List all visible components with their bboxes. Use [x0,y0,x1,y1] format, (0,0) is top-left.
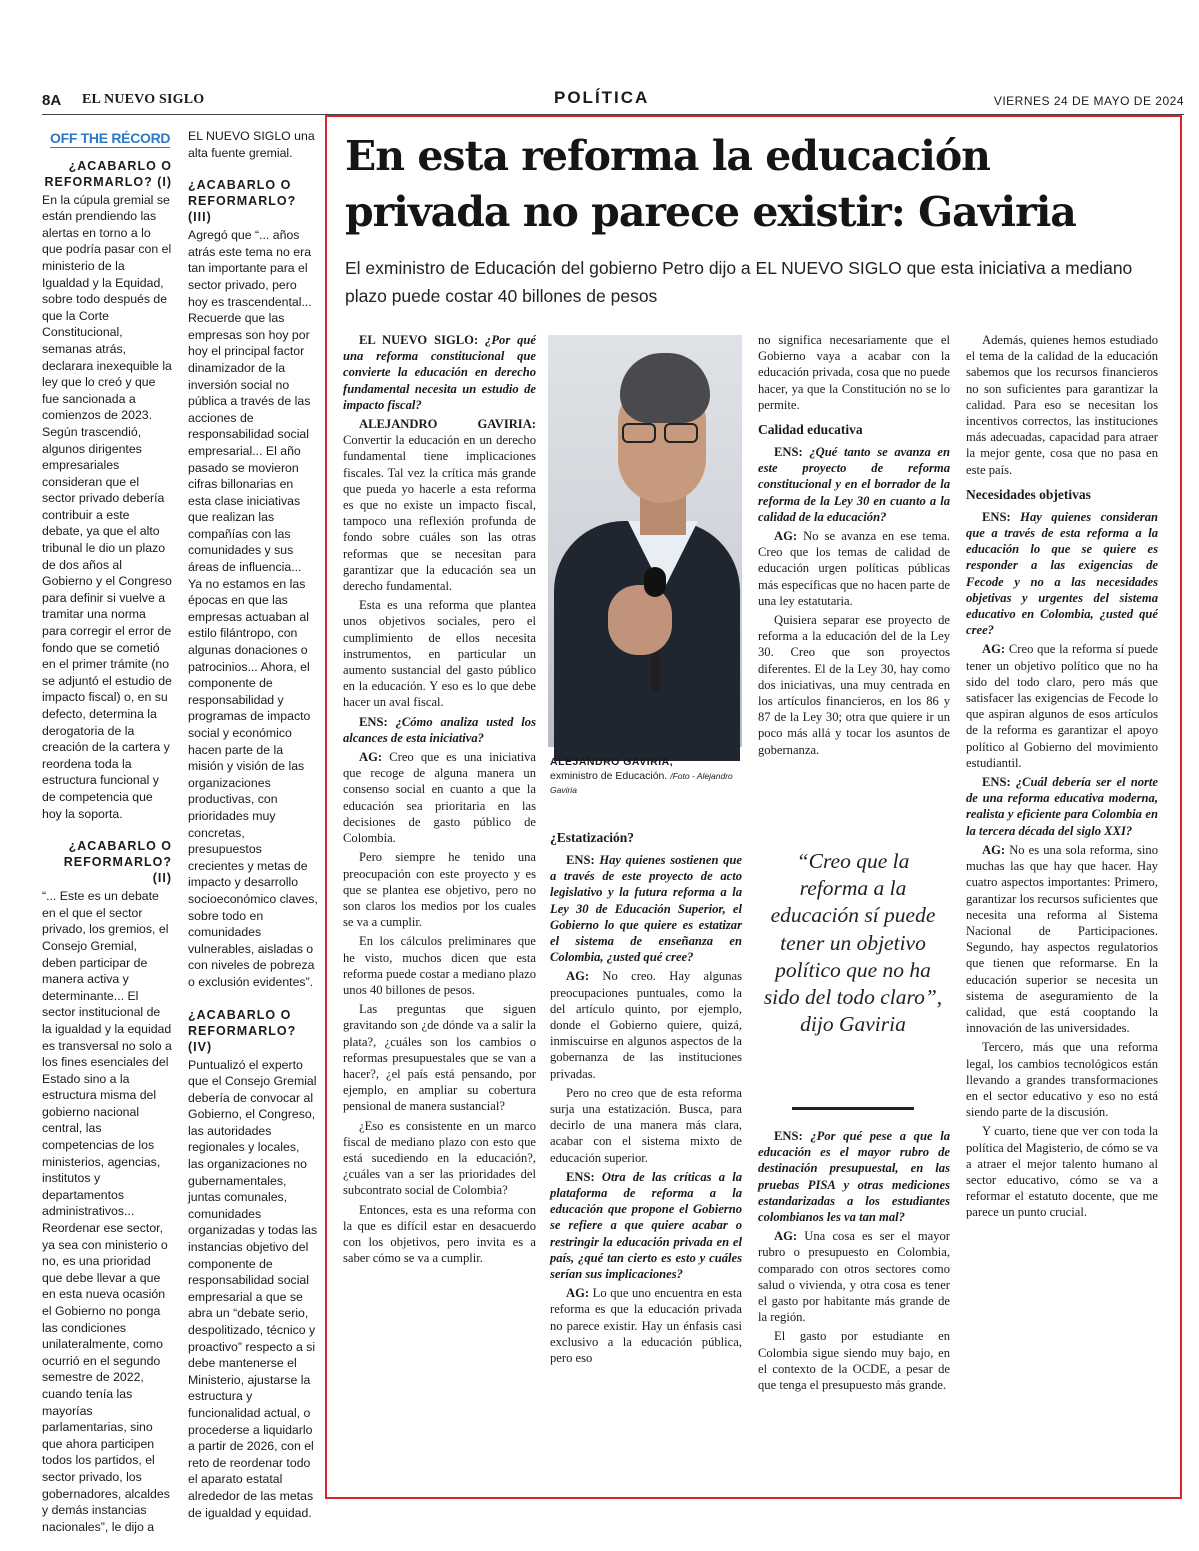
speaker-label: AG: [982,842,1010,857]
question-text: ¿Por qué una reforma constitucional que convierte la educación en derecho fundamental necesita un estudio de impacto fiscal? [343,333,536,412]
photo-hair [620,353,710,423]
portrait-photo [548,335,742,747]
interview-question [966,774,1158,839]
headline: En esta reforma la educación privada no parece existir: Gaviria [345,132,1076,236]
speaker-label: AG: [566,1286,593,1301]
paragraph: Tercero, más que una reforma legal, los cambios tecnológicos están llevando a grandes transformaciones en el sector educativo y eso no está siendo parte de la discusión. [966,1040,1158,1120]
answer-text: No se avanza en ese tema. Creo que los temas de calidad de educación urgen políticas públicas más específicas que no hacen parte de una ley estatutaria. [758,529,951,608]
speaker-label: AG: [982,642,1009,657]
paragraph: Las preguntas que siguen gravitando son ¿de dónde va a salir la plata?, ¿cuáles son los cambios o reformas presupuestales que se van a hacer?, ¿el país está pensando, por ejemplo, en ampliar su cobertura pensional de manera sustancial? [343,1002,536,1114]
page-number: 8A [42,92,62,109]
caption-credit: /Foto - Alejandro Gaviria [550,771,733,795]
interview-answer [550,968,742,1081]
otr-paragraph: Agregó que “... años atrás este tema no era tan importante para el sector privado, pero hoy es trascendental... Recuerde que las empresas son hoy por hoy el principal factor dinamizador de la inversión social no pública a través de las acciones de responsabilidad social empresarial... El año pasado se movieron cifras billonarias en esta clase iniciativas que realizan las compañías con las comunidades y sus áreas de influencia... Ya no estamos en las épocas en que las empresas actuaban al estilo filántropo, con algunas donaciones o patrocinios... Ahora, el componente de responsabilidad y programas de impacto social y económico hacen parte de la misión y visión de las organizaciones productivas, con prioridades muy concretas, presupuestos crecientes y metas de impacto y desarrollo socioeconómico claves, sobre todo en comunidades vulnerables, aisladas o con niveles de pobreza o exclusión evidentes”. [188,228,318,989]
paragraph: Además, quienes hemos estudiado el tema de la calidad de la educación sabemos que los recursos financieros no son suficientes para garantizar la calidad. Para eso se necesitan los incentivos correctos, las instituciones más adecuadas, capacidad para atraer la mejor gente, cosa que no pasa en este país. [966,333,1158,477]
speaker-label: ENS: [359,714,396,729]
subheading: Necesidades objetivas [966,486,1091,502]
answer-text: Una cosa es ser el mayor rubro o presupuesto en Colombia, comparado con otros sectores como salud o vivienda, y otra cosa es tener el gasto por habitante más grande de la región. [758,1229,951,1325]
question-text: ¿Qué tanto se avanza en este proyecto de reforma constitucional y en el borrador de la reforma de la Ley 30 en cuanto a la calidad de la educación? [758,445,950,524]
question-text: ¿Cuál debería ser el norte de una reforma educativa moderna, realista y eficiente para Colombia en la tercera década del siglo XXI? [966,775,1158,838]
question-text: ¿Cómo analiza usted los alcances de esta iniciativa? [343,714,536,745]
speaker-label: ENS: [774,445,810,460]
speaker-label: EL NUEVO SIGLO: [359,333,486,347]
off-the-record-column-2 [188,128,318,1520]
answer-text: Lo que uno encuentra en esta reforma es que la educación privada no parece existir. Hay un énfasis casi exclusivo a la educación pública, pero eso [550,1286,743,1366]
interview-question [343,332,536,413]
otr-paragraph: EL NUEVO SIGLO una alta fuente gremial. [188,129,315,160]
paragraph: El gasto por estudiante en Colombia sigue siendo muy bajo, en el contexto de la OCDE, a pesar de que tenga el presupuesto más grande. [758,1329,950,1393]
question-text: Hay quienes sostienen que a través de este proyecto de acto legislativo y la futura reforma a la Ley 30 de Educación Superior, el Gobierno lo que quiere es estatizar el sistema de enseñanza en Colombia, ¿usted qué cree? [550,853,743,965]
speaker-label: ENS: [566,853,600,867]
interview-answer [966,641,1158,771]
article-column-1 [343,332,536,1472]
article-column-4 [966,332,1158,1472]
otr-gap [188,163,318,177]
caption-role: exministro de Educación. [550,770,668,782]
paper-name: EL NUEVO SIGLO [82,92,205,107]
pull-quote: “Creo que la reforma a la educación sí puede tener un objetivo político que no ha sido del todo claro”, dijo Gaviria [763,849,943,1037]
deck: El exministro de Educación del gobierno Petro dijo a EL NUEVO SIGLO que esta iniciativa a mediano plazo puede costar 40 billones de pesos [345,258,1133,306]
article-column-3-top [758,332,950,832]
interview-answer [343,749,536,846]
interview-answer [758,1228,950,1325]
interview-question [550,1169,742,1282]
pull-quote-rule [792,1107,914,1110]
interview-answer [550,1285,742,1366]
off-the-record-tag: OFF THE RÉCORD [50,130,171,146]
answer-text: Creo que es una iniciativa que recoge de alguna manera un consenso social en cuanto a que la educación sea prioritaria en las decisiones de gasto público de Colombia. [343,750,536,846]
interview-question [343,714,536,746]
paragraph: Esta es una reforma que plantea unos objetivos sociales, pero el cumplimiento de ellos necesita instrumentos, en particular un aumento sustancial del gasto público en la educación. Y eso es lo que debe hacer un aval fiscal. [343,598,536,710]
article-column-3-bottom [758,1128,950,1473]
speaker-label: AG: [566,969,603,984]
question-text: Otra de las críticas a la plataforma de reforma a la educación que propone el Gobierno se refiere a que quiere acabar o restringir la educación privada en el país, ¿qué tan cierto es esto y cuáles serían sus implicaciones? [550,1169,742,1282]
speaker-label: AG: [774,529,804,544]
paragraph: Pero siempre he tenido una preocupación con este proyecto y es que se plantea ese objetivo, pero no son claros los medios por los cuales se va a cumplir. [343,850,536,930]
off-the-record-column-1 [42,130,172,1534]
otr-paragraph: Puntualizó el experto que el Consejo Gremial debería de convocar al Gobierno, el Congreso, las autoridades regionales y locales, las organizaciones no gubernamentales, juntas comunales, comunidades organizadas y todas las instancias objetivo del componente de responsabilidad social empresarial a que se abra un “debate serio, despolitizado, técnico y proactivo” respecto a si debe mantenerse el Ministerio, ajustarse la estructura y funcionalidad actual, o procederse a liquidarlo a partir de 2026, con el reto de reordenar todo el aparato estatal alrededor de las metas de igualdad y equidad. [188,1057,318,1520]
paragraph: no significa necesariamente que el Gobierno vaya a acabar con la educación privada, cosa que no puede hacer, ya que la Constitución no se lo permite. [758,333,950,412]
interview-answer [343,416,536,594]
paragraph: Pero no creo que de esta reforma surja una estatización. Busca, para decirlo de una manera más clara, acabar con el sistema mixto de educación superior. [550,1085,742,1165]
otr-heading: ¿ACABARLO O REFORMARLO? (II) [63,839,172,886]
interview-answer [758,528,950,609]
otr-col1-body [42,158,172,1536]
otr-paragraph: En la cúpula gremial se están prendiendo las alertas en torno a lo que podría pasar con el ministerio de la Igualdad y la Equidad, sobre todo después de que la Corte Constitucional, semanas atrás, declarara inexequible la ley que lo creó y que fue sancionada a comienzos de 2023. Según trascendió, algunos dirigentes empresariales consideran que el sector privado debería contribuir a este debate, ya que el alto tribunal le dio un plazo de dos años al Gobierno y el Congreso para definir si vuelve a tramitar una norma para corregir el error de fondo que se cometió en el primer trámite (no se adjuntó el estudio de impacto fiscal) o, en su defecto, determina la derogatoria de la creación de la cartera y reordena toda la estructura funcional y de competencia que hoy la soporta. [42,192,172,821]
paragraph: En los cálculos preliminares que he visto, muchos dicen que esta reforma puede costar a mediano plazo unos 40 billones de pesos. [343,934,536,997]
interview-question [758,1128,950,1225]
answer-text: Convertir la educación en un derecho fundamental tiene implicaciones fiscales. Tal vez la crítica más grande que pueda yo hacerle a esta reforma es que no existe un impacto fiscal, tampoco una reflexión profunda de fondo sobre cuáles son las otras reformas que se necesitan para garantizar que la educación sea un derecho fundamental. [343,433,536,594]
photo-hand [608,585,672,655]
issue-date: VIERNES 24 DE MAYO DE 2024 [993,94,1184,108]
otr-heading: ¿ACABARLO O REFORMARLO? (I) [44,158,172,189]
paragraph: ¿Eso es consistente en un marco fiscal de mediano plazo con esto que está sucediendo en la educación?, ¿cuáles van a ser las prioridades del subcontrato social de Colombia? [343,1118,536,1198]
photo-caption [550,755,745,797]
speaker-label: ENS: [774,1129,811,1143]
interview-question [550,852,742,965]
masthead [42,88,1184,114]
speaker-label: ALEJANDRO GAVIRIA: [359,417,536,432]
paragraph: Quisiera separar ese proyecto de reforma a la educación del de la Ley 30. Creo que son proyectos diferentes. El de la Ley 30, hay como dos iniciativas, una muy centrada en los artículos financieros, en los 86 y 87 de la Ley 30; otra que quiere ir un poco más allá y tocar los asuntos de gobernanza. [758,613,950,757]
otr-heading: ¿ACABARLO O REFORMARLO? (III) [188,178,297,225]
speaker-label: ENS: [566,1169,602,1184]
photo-glasses [622,423,702,443]
answer-text: No es una sola reforma, sino muchas las que hay que hacer. Hay cuatro aspectos importantes: Primero, garantizar los recursos suficientes que necesita una reforma al Sistema Nacional de Participaciones. Segundo, hay aspectos regulatorios que tienen que reformarse. En la educación superior se necesita un sistema de aseguramiento de la calidad, que está cooptando la innovación de las universidades. [966,842,1159,1036]
interview-question [966,509,1158,639]
speaker-label: ENS: [982,509,1021,524]
otr-gap [188,993,318,1007]
question-text: Hay quienes consideran que a través de esta reforma a la educación lo que se quiere es responder a las exigencias de Fecode y no a las necesidades objetivas y urgentes del sistema educativo en Colombia, ¿usted qué cree? [966,509,1159,638]
subheading: ¿Estatización? [550,830,634,845]
caption-name: ALEJANDRO GAVIRIA, [550,756,674,768]
otr-heading: ¿ACABARLO O REFORMARLO? (IV) [188,1007,297,1054]
paragraph: Y cuarto, tiene que ver con toda la política del Magisterio, de cómo se va a atraer el mejor talento humano al sector educativo, cómo se va a reformar el estatuto docente, que me parece un punto crucial. [966,1124,1158,1220]
paragraph: Entonces, esta es una reforma con la que es difícil estar en desacuerdo con los objetivos, pero invita es a saber cómo se va a cumplir. [343,1202,536,1266]
microphone-icon [644,567,666,597]
interview-answer [966,842,1158,1036]
interview-question [758,444,950,525]
speaker-label: AG: [359,750,390,765]
speaker-label: ENS: [982,775,1016,790]
article-column-2 [550,821,742,1471]
otr-paragraph: “... Este es un debate en el que el sector privado, los gremios, el Consejo Gremial, deben participar de manera activa y determinante... El sector institucional de la igualdad y la equidad es transversal no solo a los fines esenciales del Estado sino a la estructura misma del gobierno nacional central, las competencias de los ministerios, agencias, institutos y departamentos administrativos... Reordenar ese sector, ya sea con ministerio o no, es una prioridad que debe llevar a que en esta nueva ocasión el Gobierno no ponga las condiciones unilateralmente, como ocurrió en el segundo semestre de 2022, cuando tenía las mayorías parlamentarias, sino que ahora participen todos los partidos, el sector privado, los gobernadores, alcaldes y demás instancias nacionales”, le dijo a [42,889,172,1534]
otr-col2-body [188,128,318,1521]
answer-text: No creo. Hay algunas preocupaciones puntuales, como la del artículo quinto, por ejemplo, donde el Gobierno quiere, quizá, inmiscuirse en algunos aspectos de la gobernanza de las instituciones privadas. [550,969,743,1081]
otr-gap [42,824,172,838]
section-name: POLÍTICA [554,88,650,107]
answer-text: Creo que la reforma sí puede tener un objetivo político que no ha sido del todo claro, pero más que satisfacer las exigencias de Fecode lo que aspiran algunos de esos artículos de la reforma es garantizar el apoyo político al Gobierno del movimiento estudiantil. [966,642,1158,770]
question-text: ¿Por qué pese a que la educación es el mayor rubro de destinación presupuestal, en las pruebas PISA y otras mediciones estandarizadas a los estudiantes colombianos les va tan mal? [758,1129,950,1225]
subheading: Calidad educativa [758,422,863,438]
speaker-label: AG: [774,1229,805,1244]
